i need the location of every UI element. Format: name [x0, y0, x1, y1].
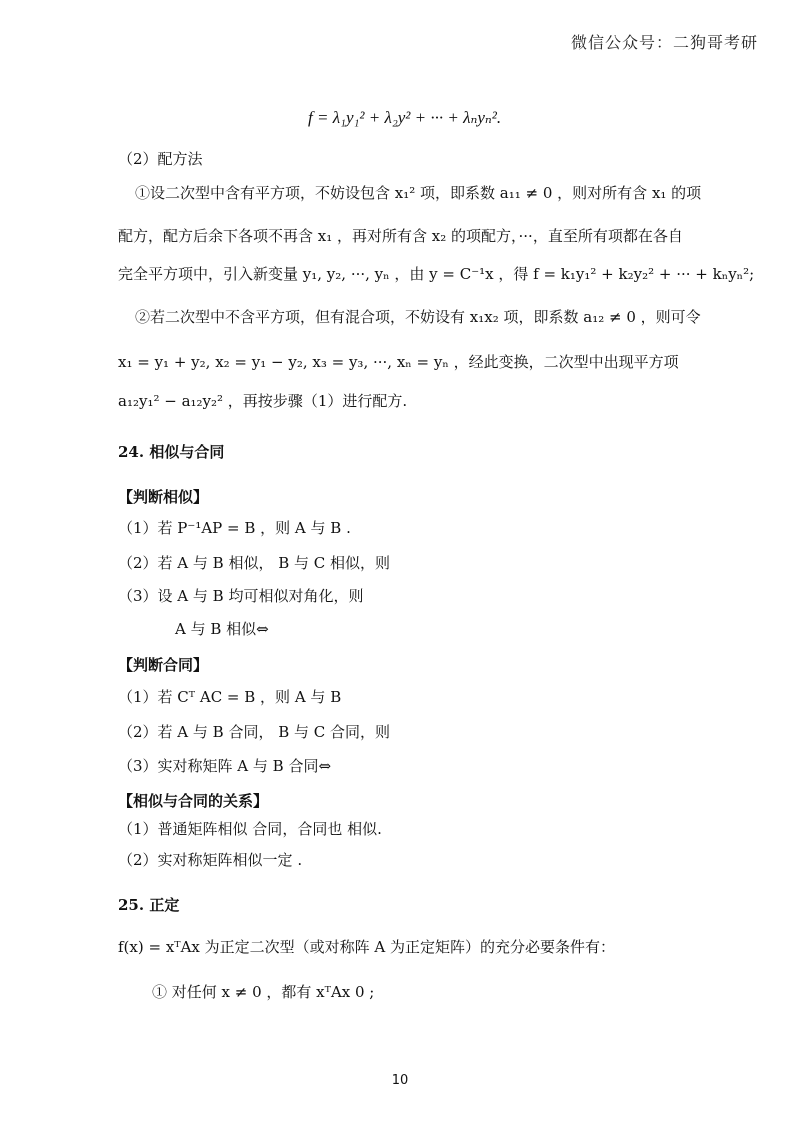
- method2-p1-line1: ①设二次型中含有平方项，不妨设包含 x₁² 项，即系数 a₁₁ ≠ 0 ，则对所有含 x₁ 的项: [135, 184, 702, 202]
- formula-f: f = λ₁y₁² + λ₂y² + ··· + λₙyₙ².: [308, 108, 502, 127]
- similar-item-1: （1）若 P⁻¹AP = B ，则 A 与 B .: [118, 519, 351, 537]
- similar-heading: 【判断相似】: [118, 488, 209, 506]
- method2-p2-line3: a₁₂y₁² − a₁₂y₂² ，再按步骤（1）进行配方.: [118, 392, 408, 410]
- relation-item-2: （2）实对称矩阵相似一定 .: [118, 851, 303, 869]
- posdef-intro: f(x) = xᵀAx 为正定二次型（或对称阵 A 为正定矩阵）的充分必要条件有：: [118, 938, 616, 956]
- congruent-item-3: （3）实对称矩阵 A 与 B 合同⇔: [118, 757, 332, 775]
- method2-title: （2）配方法: [118, 150, 203, 168]
- congruent-item-2: （2）若 A 与 B 合同， B 与 C 合同，则: [118, 723, 391, 741]
- posdef-item-1: ① 对任何 x ≠ 0 ，都有 xᵀAx 0 ;: [152, 983, 375, 1001]
- similar-item-3b: A 与 B 相似⇔: [175, 620, 269, 638]
- similar-item-3: （3）设 A 与 B 均可相似对角化，则: [118, 587, 364, 605]
- relation-heading: 【相似与合同的关系】: [118, 792, 269, 810]
- method2-p2-line2: x₁ = y₁ + y₂, x₂ = y₁ − y₂, x₃ = y₃, ···, xₙ = yₙ ，经此变换，二次型中出现平方项: [118, 353, 679, 371]
- method2-p1-line2: 配方，配方后余下各项不再含 x₁ ，再对所有含 x₂ 的项配方，···，直至所有项都在各自: [118, 227, 683, 245]
- congruent-heading: 【判断合同】: [118, 656, 209, 674]
- page-header: 微信公众号：二狗哥考研: [570, 33, 758, 52]
- relation-item-1: （1）普通矩阵相似 合同，合同也 相似.: [118, 820, 382, 838]
- congruent-item-1: （1）若 Cᵀ AC = B ，则 A 与 B: [118, 688, 342, 706]
- method2-p1-line3: 完全平方项中，引入新变量 y₁, y₂, ···, yₙ ，由 y = C⁻¹x ，得 f = k₁y₁² + k₂y₂² + ··· + kₙyₙ²;: [118, 265, 755, 283]
- section-24-title: 24. 相似与合同: [118, 443, 225, 461]
- section-25-title: 25. 正定: [118, 896, 180, 914]
- similar-item-2: （2）若 A 与 B 相似， B 与 C 相似，则: [118, 554, 391, 572]
- page-number: 10: [391, 1073, 409, 1088]
- method2-p2-line1: ②若二次型中不含平方项，但有混合项，不妨设有 x₁x₂ 项，即系数 a₁₂ ≠ 0 ，则可令: [135, 308, 701, 326]
